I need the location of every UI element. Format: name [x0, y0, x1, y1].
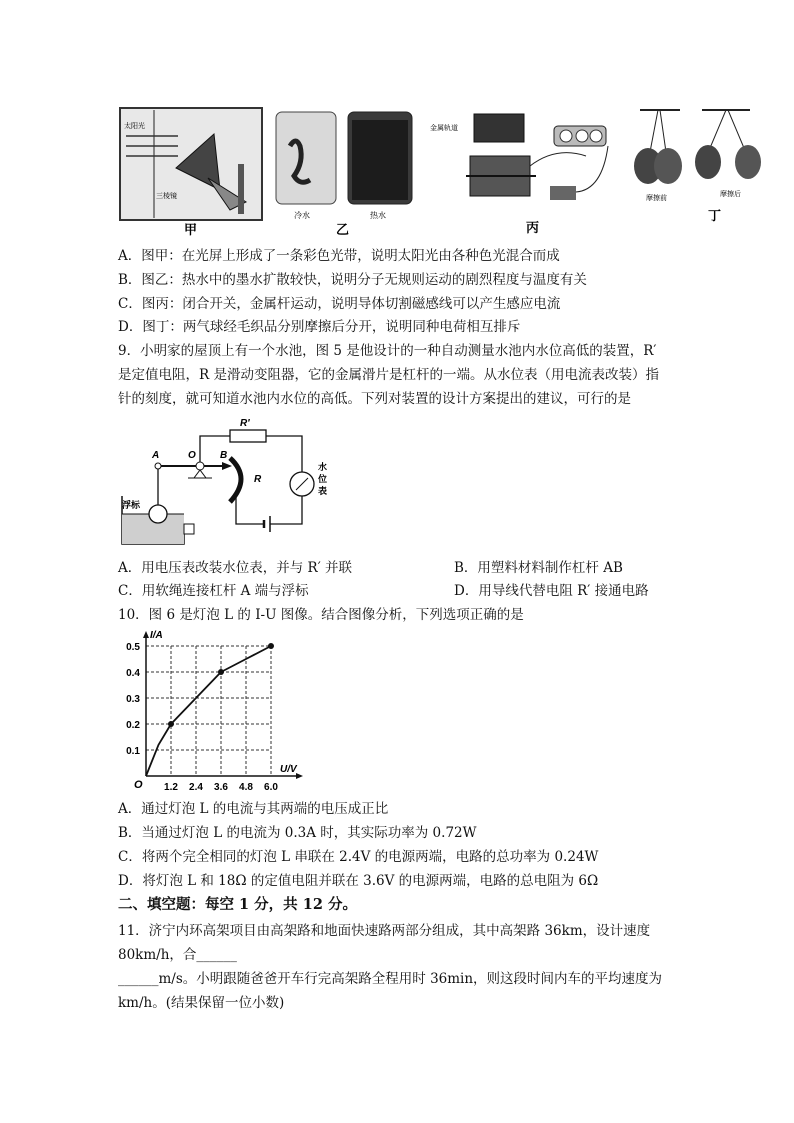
q9-option-c: C．用软绳连接杠杆 A 端与浮标: [118, 583, 309, 599]
x-tick-label: 1.2: [164, 782, 178, 793]
caption-bing: 丙: [526, 220, 540, 235]
data-point: [168, 721, 174, 727]
y-tick-label: 0.3: [126, 694, 140, 705]
svg-text:R′: R′: [240, 418, 250, 429]
data-point: [218, 669, 224, 675]
q10-option-b: B．当通过灯泡 L 的电流为 0.3A 时，其实际功率为 0.72W: [118, 825, 477, 841]
svg-text:位: 位: [318, 474, 328, 484]
x-axis-label: U/V: [280, 764, 297, 775]
q10-stem: 10．图 6 是灯泡 L 的 I-U 图像。结合图像分析，下列选项正确的是: [118, 607, 524, 623]
q8-option-c: C．图丙：闭合开关，金属杆运动，说明导体切割磁感线可以产生感应电流: [118, 296, 561, 312]
q9-figure: [118, 412, 348, 552]
q9-option-d: D．用导线代替电阻 R′ 接通电路: [454, 583, 649, 599]
q8-option-b: B．图乙：热水中的墨水扩散较快，说明分子无规则运动的剧烈程度与温度有关: [118, 272, 587, 288]
q9-option-b: B．用塑料材料制作杠杆 AB: [454, 560, 623, 576]
x-tick-label: 3.6: [214, 782, 228, 793]
svg-text:A: A: [152, 450, 160, 461]
figure-bing: [426, 106, 616, 238]
svg-text:三棱镜: 三棱镜: [156, 193, 177, 200]
y-axis-label: I/A: [150, 630, 163, 641]
q10-option-d: D．将灯泡 L 和 18Ω 的定值电阻并联在 3.6V 的电源两端，电路的总电阻为 6Ω: [118, 873, 599, 889]
q10-option-c: C．将两个完全相同的灯泡 L 串联在 2.4V 的电源两端，电路的总功率为 0.24W: [118, 849, 599, 865]
q8-option-a: A．图甲：在光屏上形成了一条彩色光带，说明太阳光由各种色光混合而成: [118, 248, 560, 264]
svg-text:O: O: [188, 450, 196, 461]
svg-text:水: 水: [318, 462, 328, 472]
figure-ding: [630, 104, 770, 228]
q9-option-a: A．用电压表改装水位表，并与 R′ 并联: [118, 560, 353, 576]
svg-text:表: 表: [318, 486, 328, 496]
svg-text:热水: 热水: [370, 211, 386, 220]
figure-jia: [118, 98, 266, 238]
caption-jia: 甲: [184, 222, 198, 237]
x-tick-label: 2.4: [189, 782, 203, 793]
q8-option-d: D．图丁：两气球经毛织品分别摩擦后分开，说明同种电荷相互排斥: [118, 319, 521, 335]
svg-text:R: R: [254, 474, 262, 485]
figure-yi: [270, 106, 420, 238]
y-axis-arrow: [143, 631, 149, 638]
q11-line1: 11．济宁内环高架项目由高架路和地面快速路两部分组成，其中高架路 36km，设计速度: [118, 923, 651, 939]
caption-yi: 乙: [336, 222, 350, 237]
origin-label: O: [134, 779, 143, 791]
x-tick-label: 6.0: [264, 782, 278, 793]
section-title-fill-blank: 二、填空题：每空 1 分，共 12 分。: [118, 896, 357, 913]
svg-text:B: B: [220, 450, 228, 461]
svg-text:摩擦前: 摩擦前: [646, 195, 667, 202]
caption-ding: 丁: [708, 208, 722, 223]
y-tick-label: 0.2: [126, 720, 140, 731]
svg-text:摩擦后: 摩擦后: [720, 191, 741, 198]
q10-option-a: A．通过灯泡 L 的电流与其两端的电压成正比: [118, 801, 389, 817]
data-point: [268, 643, 274, 649]
q9-stem-line3: 针的刻度，就可知道水池内水位的高低。下列对装置的设计方案提出的建议，可行的是: [118, 391, 631, 407]
x-axis-arrow: [296, 773, 303, 779]
y-tick-label: 0.1: [126, 746, 140, 757]
svg-text:太阳光: 太阳光: [124, 123, 145, 130]
q11-line2: 80km/h，合______: [118, 947, 237, 963]
q9-stem-line1: 9．小明家的屋顶上有一个水池，图 5 是他设计的一种自动测量水池内水位高低的装置，R′: [118, 343, 657, 359]
q9-stem-line2: 是定值电阻，R 是滑动变阻器，它的金属滑片是杠杆的一端。从水位表（用电流表改装）指: [118, 367, 659, 383]
x-tick-label: 4.8: [239, 782, 253, 793]
iu-chart: [116, 628, 312, 798]
svg-text:金属轨道: 金属轨道: [430, 125, 458, 132]
svg-text:浮标: 浮标: [122, 500, 141, 510]
y-tick-label: 0.5: [126, 642, 140, 653]
svg-text:冷水: 冷水: [294, 211, 310, 220]
q11-line4: km/h。(结果保留一位小数): [118, 995, 285, 1011]
iu-curve: [146, 646, 271, 776]
y-tick-label: 0.4: [126, 668, 140, 679]
q11-line3: ______m/s。小明跟随爸爸开车行完高架路全程用时 36min，则这段时间内车的平均速度为: [118, 971, 663, 987]
